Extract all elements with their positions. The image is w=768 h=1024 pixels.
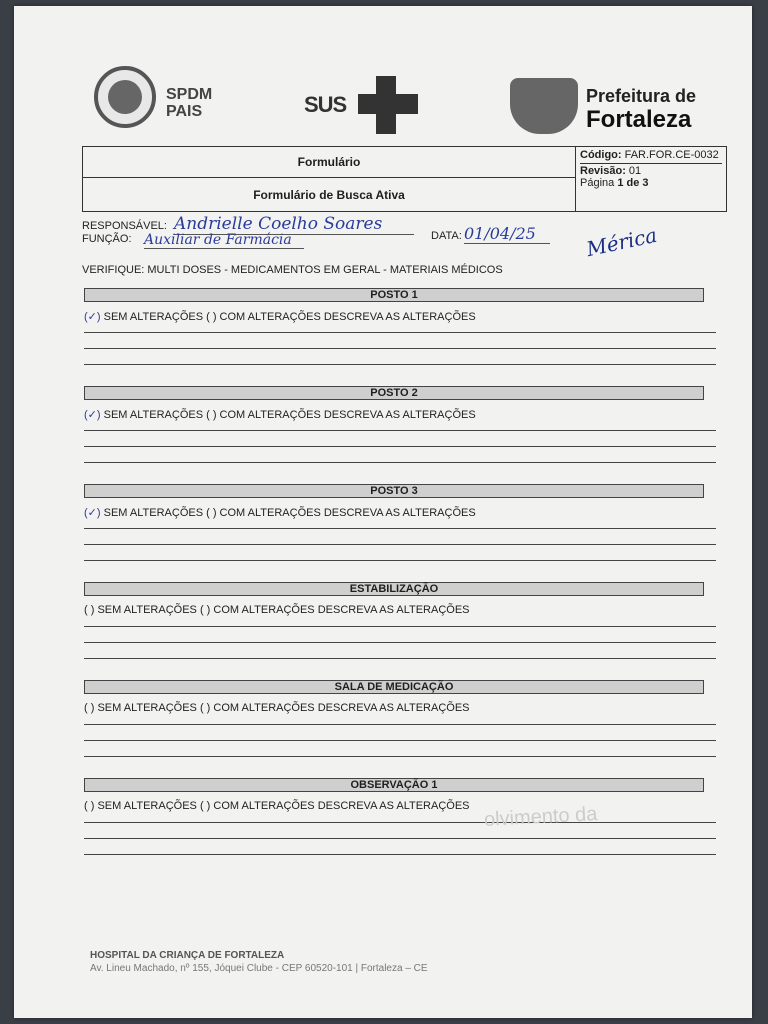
description-line[interactable] <box>84 430 716 431</box>
description-line[interactable] <box>84 560 716 561</box>
section-header: OBSERVAÇÃO 1 <box>84 778 704 792</box>
signature: Mérica <box>584 222 660 262</box>
description-line[interactable] <box>84 626 716 627</box>
description-line[interactable] <box>84 528 716 529</box>
description-line[interactable] <box>84 364 716 365</box>
page-value: 1 de 3 <box>617 177 649 189</box>
description-line[interactable] <box>84 822 716 823</box>
spdm-emblem-icon <box>94 66 156 128</box>
form-header-table <box>82 146 727 212</box>
spdm-logo <box>94 64 244 134</box>
funcao-label: FUNÇÃO: <box>82 233 132 245</box>
prefeitura-text: Prefeitura de <box>586 86 697 106</box>
code-value: FAR.FOR.CE-0032 <box>624 149 719 161</box>
revision-value: 01 <box>628 165 642 177</box>
data-label: DATA: <box>431 230 462 242</box>
status-checkbox-line <box>84 702 470 714</box>
description-line[interactable] <box>84 642 716 643</box>
background-watermark: olvimento da <box>483 803 598 831</box>
sem-alteracoes-checkbox[interactable]: (✓) <box>84 409 101 421</box>
revision-label: Revisão: <box>580 165 626 177</box>
document-control <box>576 147 726 211</box>
description-line[interactable] <box>84 724 716 725</box>
sem-alteracoes-checkbox[interactable]: (✓) <box>84 311 101 323</box>
description-line[interactable] <box>84 740 716 741</box>
status-options-text: SEM ALTERAÇÕES ( ) COM ALTERAÇÕES DESCREVA AS ALTERAÇÕES <box>103 507 476 519</box>
description-line[interactable] <box>84 854 716 855</box>
status-checkbox-line <box>84 310 476 323</box>
section-header: POSTO 1 <box>84 288 704 302</box>
description-line[interactable] <box>84 462 716 463</box>
description-line[interactable] <box>84 332 716 333</box>
prefeitura-logo <box>510 76 740 136</box>
section-header: SALA DE MEDICAÇÃO <box>84 680 704 694</box>
status-options-text: SEM ALTERAÇÕES ( ) COM ALTERAÇÕES DESCREVA AS ALTERAÇÕES <box>97 604 470 616</box>
status-checkbox-line <box>84 800 470 812</box>
responsavel-label: RESPONSÁVEL: <box>82 220 167 232</box>
data-field[interactable]: 01/04/25 <box>464 224 550 244</box>
footer-hospital: HOSPITAL DA CRIANÇA DE FORTALEZA <box>90 950 285 961</box>
sem-alteracoes-checkbox[interactable]: (✓) <box>84 507 101 519</box>
form-label: Formulário <box>83 147 575 178</box>
description-line[interactable] <box>84 658 716 659</box>
status-checkbox-line <box>84 604 470 616</box>
form-title: Formulário de Busca Ativa <box>253 187 405 202</box>
code-label: Código: <box>580 149 622 161</box>
description-line[interactable] <box>84 348 716 349</box>
fortaleza-crest-icon <box>510 78 578 134</box>
description-line[interactable] <box>84 756 716 757</box>
status-checkbox-line <box>84 408 476 421</box>
funcao-field[interactable]: Auxiliar de Farmácia <box>144 232 304 249</box>
description-line[interactable] <box>84 838 716 839</box>
description-line[interactable] <box>84 446 716 447</box>
page-label: Página <box>580 177 615 189</box>
status-options-text: SEM ALTERAÇÕES ( ) COM ALTERAÇÕES DESCREVA AS ALTERAÇÕES <box>97 702 470 714</box>
verifique-instruction: VERIFIQUE: MULTI DOSES - MEDICAMENTOS EM GERAL - MATERIAIS MÉDICOS <box>82 264 503 276</box>
sem-alteracoes-checkbox[interactable]: ( ) <box>84 800 95 812</box>
status-options-text: SEM ALTERAÇÕES ( ) COM ALTERAÇÕES DESCREVA AS ALTERAÇÕES <box>97 800 470 812</box>
status-checkbox-line <box>84 506 476 519</box>
sem-alteracoes-checkbox[interactable]: ( ) <box>84 604 95 616</box>
status-options-text: SEM ALTERAÇÕES ( ) COM ALTERAÇÕES DESCREVA AS ALTERAÇÕES <box>103 311 476 323</box>
section-header: POSTO 2 <box>84 386 704 400</box>
sus-logo <box>304 72 444 132</box>
responsavel-field[interactable]: Andrielle Coelho Soares <box>174 214 414 235</box>
footer-address: Av. Lineu Machado, nº 155, Jóquei Clube - CEP 60520-101 | Fortaleza – CE <box>90 963 428 974</box>
form-page <box>14 6 752 1018</box>
section-header: POSTO 3 <box>84 484 704 498</box>
section-header: ESTABILIZAÇÃO <box>84 582 704 596</box>
spdm-logo-text: SPDM <box>166 86 213 103</box>
sem-alteracoes-checkbox[interactable]: ( ) <box>84 702 95 714</box>
pais-logo-text: PAIS <box>166 103 203 120</box>
status-options-text: SEM ALTERAÇÕES ( ) COM ALTERAÇÕES DESCREVA AS ALTERAÇÕES <box>103 409 476 421</box>
sus-logo-text: SUS <box>304 92 347 117</box>
description-line[interactable] <box>84 544 716 545</box>
fortaleza-text: Fortaleza <box>586 106 692 133</box>
